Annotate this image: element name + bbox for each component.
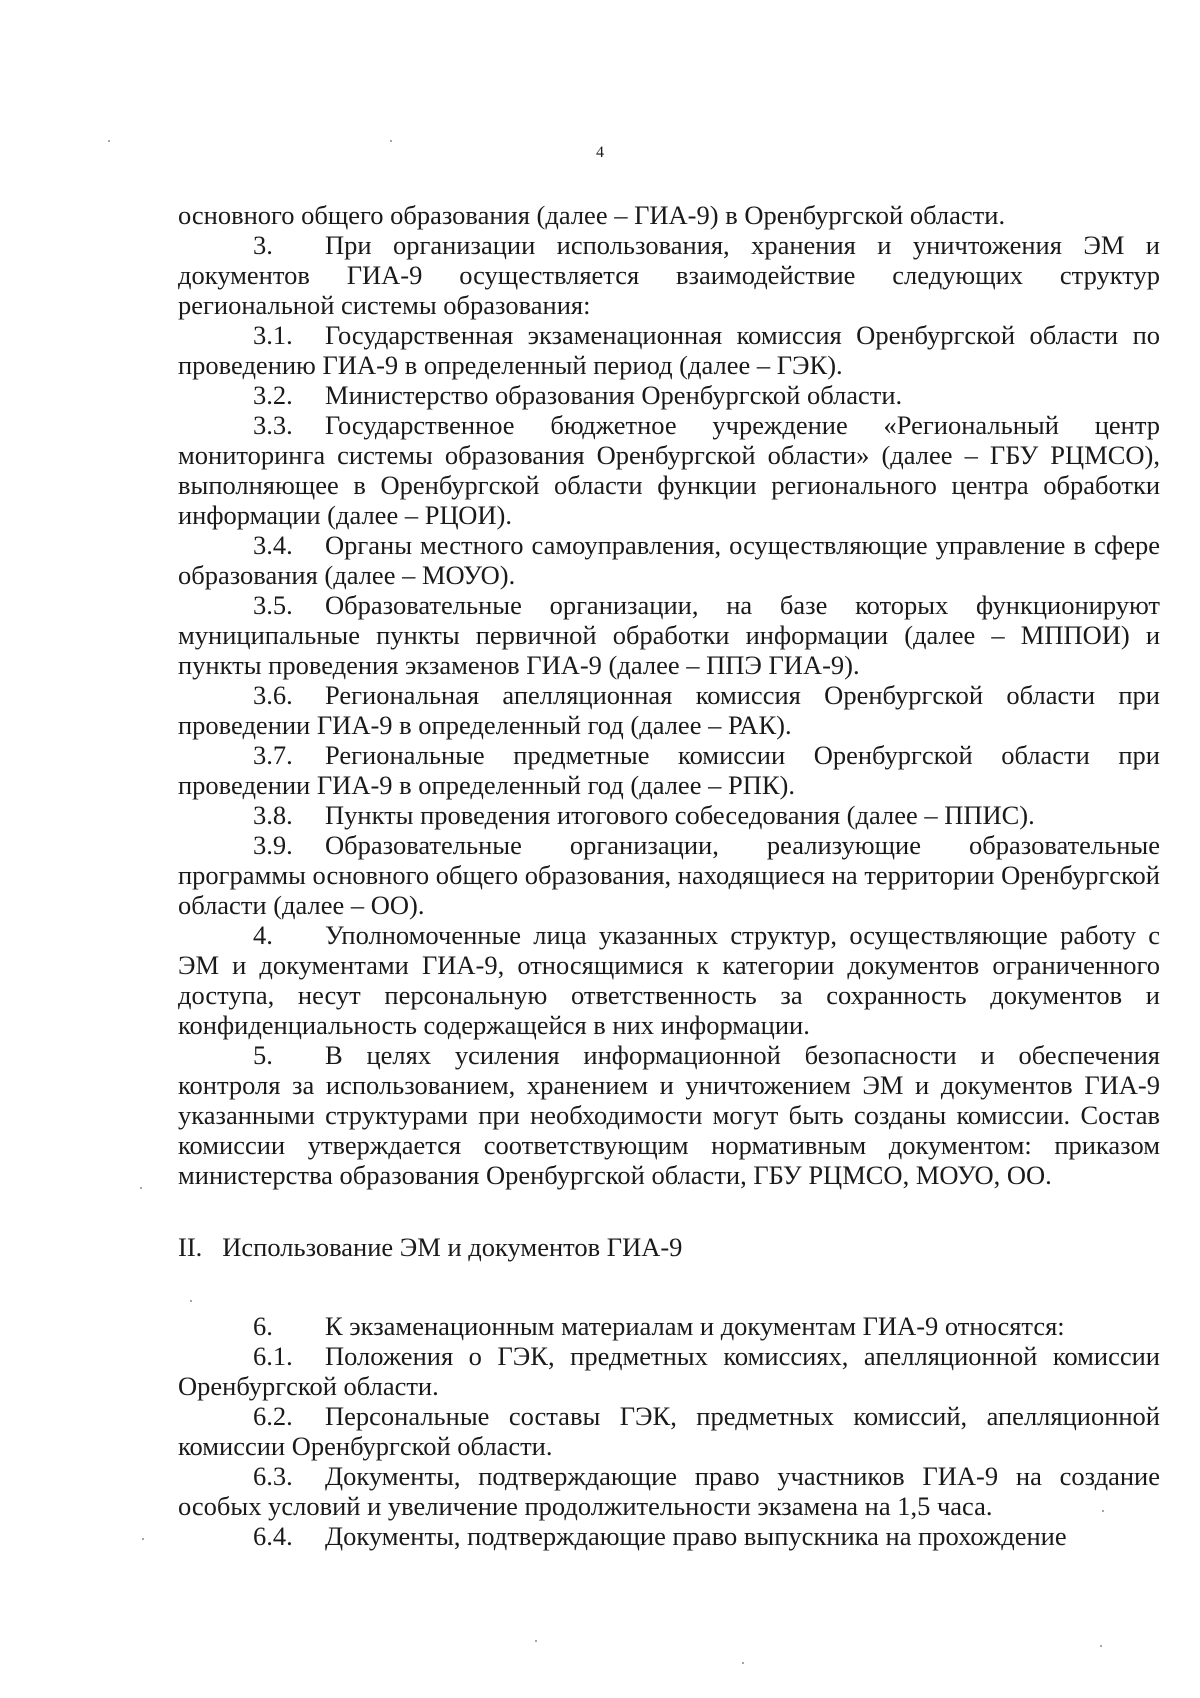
- paragraph-number: 6.3.: [253, 1461, 293, 1491]
- paragraph-text: Органы местного самоуправления, осуществляющие управление в сфере образования (далее – МОУО).: [178, 530, 1160, 590]
- paragraph-number: 3.: [253, 230, 273, 260]
- section-heading: [178, 1232, 1160, 1262]
- paragraph-number: 6.1.: [253, 1341, 293, 1371]
- paragraph-number: 3.5.: [253, 590, 293, 620]
- paragraph-item: [178, 530, 1160, 590]
- paragraph-item: [178, 740, 1160, 800]
- paragraph-item: [178, 1461, 1160, 1521]
- paragraph-number: 3.9.: [253, 830, 293, 860]
- scan-speck: [108, 140, 110, 142]
- paragraph-continuation: [178, 200, 1160, 230]
- paragraph-text: В целях усиления информационной безопасности и обеспечения контроля за использованием, хранением и уничтожением ЭМ и документов ГИА-9 указанными структурами при необходимости могут быть созданы комиссии. Состав комиссии утверждается соответствующим нормативным документом: приказом министерства образования Оренбургской области, ГБУ РЦМСО, МОУО, ОО.: [178, 1040, 1160, 1190]
- paragraph-number: 3.2.: [253, 380, 293, 410]
- scan-speck: [1100, 1645, 1102, 1647]
- paragraph-text: Образовательные организации, реализующие образовательные программы основного общего образования, находящиеся на территории Оренбургской области (далее – ОО).: [178, 830, 1160, 920]
- paragraph-text: При организации использования, хранения и уничтожения ЭМ и документов ГИА-9 осуществляется взаимодействие следующих структур региональной системы образования:: [178, 230, 1160, 320]
- paragraph-item: [178, 590, 1160, 680]
- paragraph-text: Персональные составы ГЭК, предметных комиссий, апелляционной комиссии Оренбургской области.: [178, 1401, 1160, 1461]
- scan-speck: [190, 1300, 192, 1302]
- page-number: 4: [596, 144, 604, 161]
- paragraph-number: 3.6.: [253, 680, 293, 710]
- paragraph-item: [178, 830, 1160, 920]
- section-title: Использование ЭМ и документов ГИА-9: [222, 1232, 683, 1262]
- paragraph-text: основного общего образования (далее – ГИА-9) в Оренбургской области.: [178, 200, 1006, 230]
- paragraph-number: 5.: [253, 1040, 273, 1070]
- scan-speck: [390, 140, 392, 142]
- paragraph-text: Министерство образования Оренбургской области.: [325, 380, 903, 410]
- paragraph-number: 3.4.: [253, 530, 293, 560]
- paragraph-text: Региональная апелляционная комиссия Оренбургской области при проведении ГИА-9 в определенный год (далее – РАК).: [178, 680, 1160, 740]
- paragraph-item: [178, 410, 1160, 530]
- scan-speck: [1102, 1510, 1104, 1512]
- paragraph-number: 3.7.: [253, 740, 293, 770]
- paragraph-item: [178, 1311, 1160, 1341]
- paragraph-number: 4.: [253, 920, 273, 950]
- paragraph-item: [178, 230, 1160, 320]
- paragraph-number: 3.8.: [253, 800, 293, 830]
- document-body: [178, 200, 1160, 1551]
- paragraph-text: Документы, подтверждающие право участников ГИА-9 на создание особых условий и увеличение продолжительности экзамена на 1,5 часа.: [178, 1461, 1160, 1521]
- paragraph-text: Государственная экзаменационная комиссия Оренбургской области по проведению ГИА-9 в определенный период (далее – ГЭК).: [178, 320, 1160, 380]
- paragraph-text: Уполномоченные лица указанных структур, осуществляющие работу с ЭМ и документами ГИА-9, относящимися к категории документов ограниченного доступа, несут персональную ответственность за сохранность документов и конфиденциальность содержащейся в них информации.: [178, 920, 1160, 1040]
- paragraph-number: 6.: [253, 1311, 273, 1341]
- section-number: II.: [178, 1232, 203, 1262]
- paragraph-item: [178, 680, 1160, 740]
- paragraph-item: [178, 920, 1160, 1040]
- paragraph-text: Положения о ГЭК, предметных комиссиях, апелляционной комиссии Оренбургской области.: [178, 1341, 1160, 1401]
- paragraph-text: Документы, подтверждающие право выпускника на прохождение: [325, 1521, 1067, 1551]
- paragraph-item: [178, 1521, 1160, 1551]
- scan-speck: [535, 1640, 537, 1642]
- paragraph-item: [178, 800, 1160, 830]
- scan-speck: [142, 1538, 144, 1540]
- paragraph-text: Региональные предметные комиссии Оренбургской области при проведении ГИА-9 в определенный год (далее – РПК).: [178, 740, 1160, 800]
- scan-speck: [742, 1662, 744, 1664]
- paragraph-number: 6.4.: [253, 1521, 293, 1551]
- paragraph-item: [178, 1401, 1160, 1461]
- paragraph-text: Государственное бюджетное учреждение «Региональный центр мониторинга системы образования Оренбургской области» (далее – ГБУ РЦМСО), выполняющее в Оренбургской области функции регионального центра обработки информации (далее – РЦОИ).: [178, 410, 1160, 530]
- paragraph-item: [178, 320, 1160, 380]
- scan-speck: [140, 1187, 142, 1189]
- paragraph-text: Пункты проведения итогового собеседования (далее – ППИС).: [325, 800, 1035, 830]
- paragraph-number: 3.3.: [253, 410, 293, 440]
- paragraph-text: К экзаменационным материалам и документам ГИА-9 относятся:: [325, 1311, 1065, 1341]
- paragraph-number: 3.1.: [253, 320, 293, 350]
- paragraph-item: [178, 380, 1160, 410]
- paragraph-text: Образовательные организации, на базе которых функционируют муниципальные пункты первичной обработки информации (далее – МППОИ) и пункты проведения экзаменов ГИА-9 (далее – ППЭ ГИА-9).: [178, 590, 1160, 680]
- paragraph-number: 6.2.: [253, 1401, 293, 1431]
- paragraph-item: [178, 1040, 1160, 1190]
- paragraph-item: [178, 1341, 1160, 1401]
